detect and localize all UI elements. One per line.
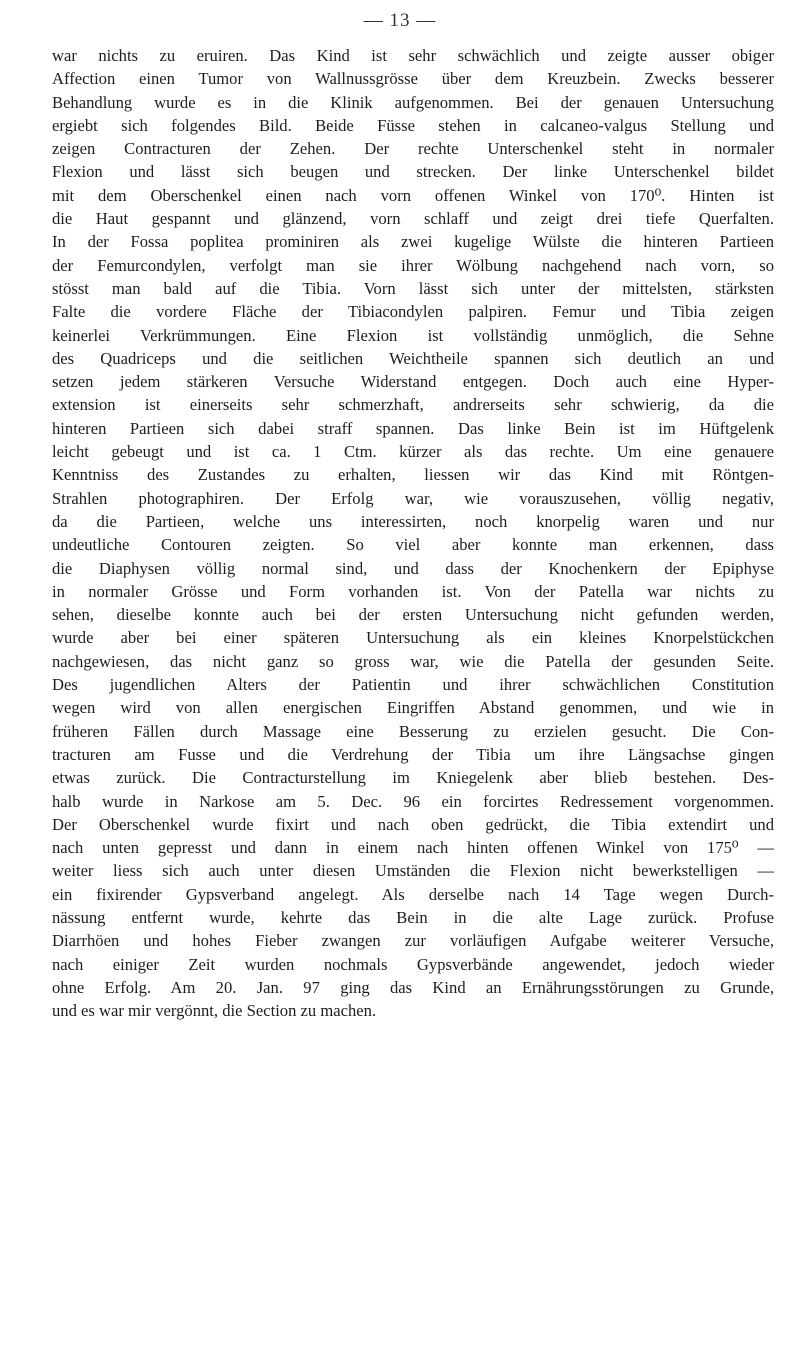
text-line: Behandlung wurde es in die Klinik aufgenommen. Bei der genauen Untersuchung [52, 92, 774, 112]
text-line: wurde aber bei einer späteren Untersuchung als ein kleines Knorpelstückchen [52, 628, 774, 648]
body-text [52, 44, 774, 1022]
text-line: halb wurde in Narkose am 5. Dec. 96 ein forcirtes Redressement vorgenommen. [52, 791, 774, 811]
text-line: weiter liess sich auch unter diesen Umständen die Flexion nicht bewerkstelligen — [52, 861, 774, 881]
text-line: nachgewiesen, das nicht ganz so gross war, wie die Patella der gesunden Seite. [52, 651, 774, 671]
text-line: wegen wird von allen energischen Eingriffen Abstand genommen, und wie in [52, 698, 774, 718]
text-line: ein fixirender Gypsverband angelegt. Als derselbe nach 14 Tage wegen Durch- [52, 884, 774, 904]
text-line: ergiebt sich folgendes Bild. Beide Füsse stehen in calcaneo-valgus Stellung und [52, 115, 774, 135]
text-line: da die Partieen, welche uns interessirten, noch knorpelig waren und nur [52, 511, 774, 531]
text-line: in normaler Grösse und Form vorhanden ist. Von der Patella war nichts zu [52, 581, 774, 601]
text-line: Diarrhöen und hohes Fieber zwangen zur vorläufigen Aufgabe weiterer Versuche, [52, 931, 774, 951]
text-line: sehen, dieselbe konnte auch bei der ersten Untersuchung nicht gefunden werden, [52, 605, 774, 625]
text-line: des Quadriceps und die seitlichen Weichtheile spannen sich deutlich an und [52, 348, 774, 368]
text-line: In der Fossa poplitea prominiren als zwei kugelige Wülste die hinteren Partieen [52, 232, 774, 252]
text-line: zeigen Contracturen der Zehen. Der rechte Unterschenkel steht in normaler [52, 139, 774, 159]
text-line: Kenntniss des Zustandes zu erhalten, liessen wir das Kind mit Röntgen- [52, 465, 774, 485]
text-line: setzen jedem stärkeren Versuche Widerstand entgegen. Doch auch eine Hyper- [52, 372, 774, 392]
text-line: die Diaphysen völlig normal sind, und dass der Knochenkern der Epiphyse [52, 558, 774, 578]
text-line-last: und es war mir vergönnt, die Section zu machen. [52, 1001, 377, 1021]
text-line: Affection einen Tumor von Wallnussgrösse über dem Kreuzbein. Zwecks besserer [52, 69, 774, 89]
text-line: extension ist einerseits sehr schmerzhaft, andrerseits sehr schwierig, da die [52, 395, 774, 415]
text-line: früheren Fällen durch Massage eine Besserung zu erzielen gesucht. Die Con- [52, 721, 774, 741]
text-line: stösst man bald auf die Tibia. Vorn lässt sich unter der mittelsten, stärksten [52, 278, 774, 298]
text-line: die Haut gespannt und glänzend, vorn schlaff und zeigt drei tiefe Querfalten. [52, 209, 774, 229]
text-line: nässung entfernt wurde, kehrte das Bein in die alte Lage zurück. Profuse [52, 907, 774, 927]
text-line: Der Oberschenkel wurde fixirt und nach oben gedrückt, die Tibia extendirt und [52, 814, 774, 834]
text-line: Strahlen photographiren. Der Erfolg war, wie vorauszusehen, völlig negativ, [52, 488, 774, 508]
text-line: nach einiger Zeit wurden nochmals Gypsverbände angewendet, jedoch wieder [52, 954, 774, 974]
text-line: Des jugendlichen Alters der Patientin und ihrer schwächlichen Constitution [52, 675, 774, 695]
text-line: der Femurcondylen, verfolgt man sie ihrer Wölbung nachgehend nach vorn, so [52, 255, 774, 275]
text-line: leicht gebeugt und ist ca. 1 Ctm. kürzer als das rechte. Um eine genauere [52, 442, 774, 462]
text-line: ohne Erfolg. Am 20. Jan. 97 ging das Kind an Ernährungsstörungen zu Grunde, [52, 977, 774, 997]
page-number: — 13 — [363, 10, 437, 31]
text-line: keinerlei Verkrümmungen. Eine Flexion ist vollständig unmöglich, die Sehne [52, 325, 774, 345]
text-line: mit dem Oberschenkel einen nach vorn offenen Winkel von 170⁰. Hinten ist [52, 185, 774, 205]
text-line: undeutliche Contouren zeigten. So viel aber konnte man erkennen, dass [52, 535, 774, 555]
text-line: Falte die vordere Fläche der Tibiacondylen palpiren. Femur und Tibia zeigen [52, 302, 774, 322]
text-line: tracturen am Fusse und die Verdrehung der Tibia um ihre Längsachse gingen [52, 744, 774, 764]
text-line: Flexion und lässt sich beugen und strecken. Der linke Unterschenkel bildet [52, 162, 774, 182]
text-line: war nichts zu eruiren. Das Kind ist sehr schwächlich und zeigte ausser obiger [52, 46, 774, 65]
text-line: nach unten gepresst und dann in einem nach hinten offenen Winkel von 175⁰ — [52, 838, 774, 858]
text-line: etwas zurück. Die Contracturstellung im Kniegelenk aber blieb bestehen. Des- [52, 768, 774, 788]
text-line: hinteren Partieen sich dabei straff spannen. Das linke Bein ist im Hüftgelenk [52, 418, 774, 438]
